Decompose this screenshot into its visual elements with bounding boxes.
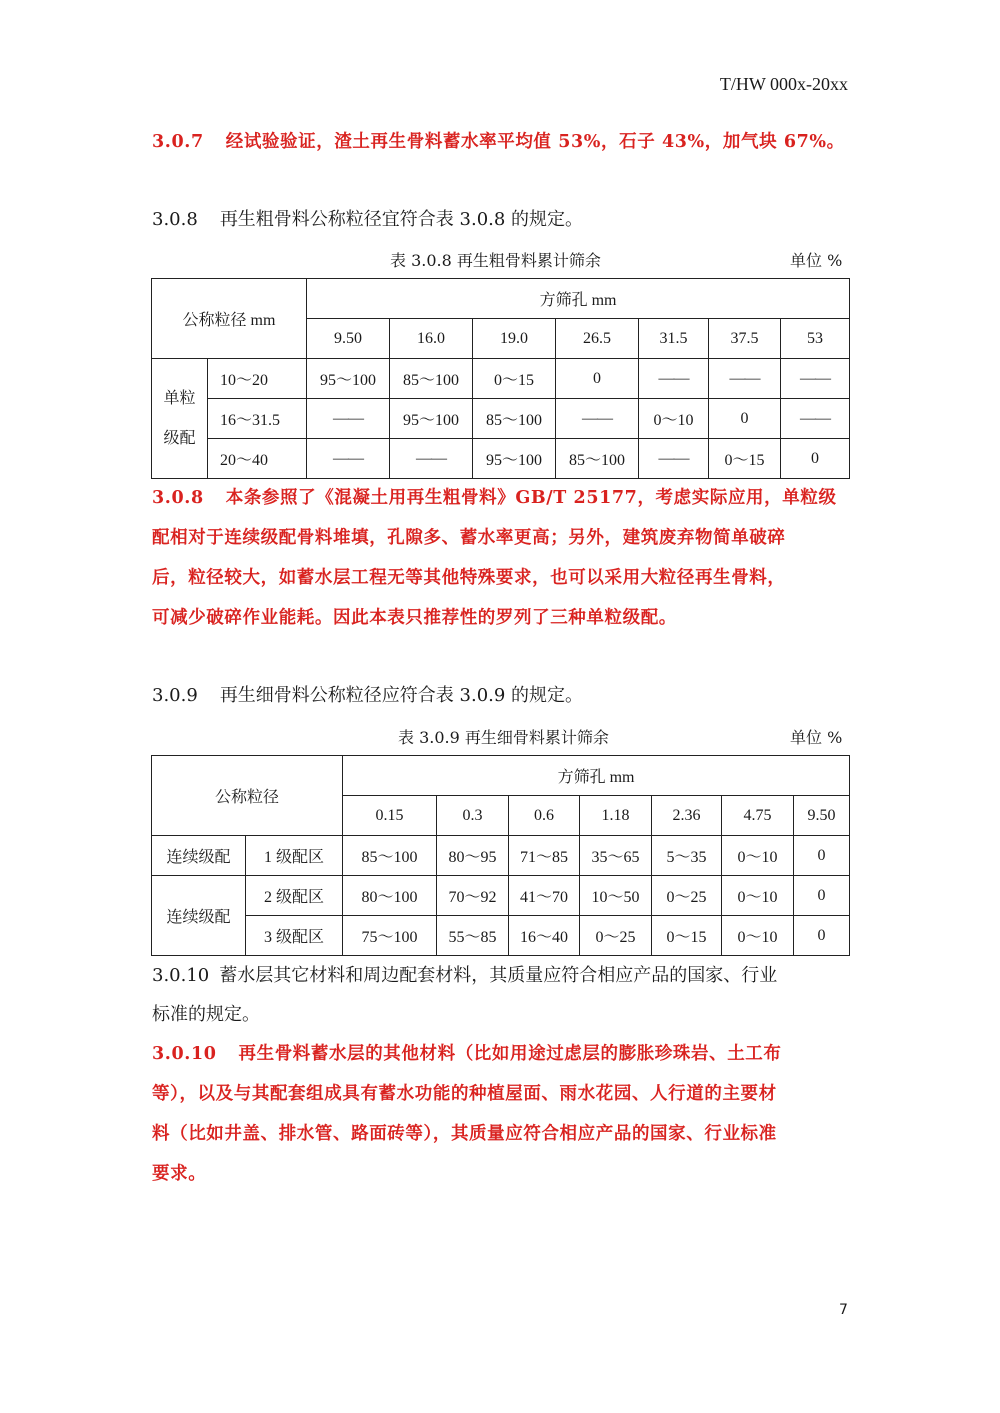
sieve-header: 方筛孔 mm [307, 279, 850, 319]
note-line [152, 1034, 852, 1074]
table-cell: 80～95 [437, 836, 509, 876]
table-row [152, 439, 850, 479]
table-cell: 55～85 [437, 916, 509, 956]
table-3-0-9 [151, 755, 850, 956]
note-3-0-10 [152, 1034, 852, 1194]
document-code: T/HW 000x-20xx [719, 74, 848, 94]
sieve-size: 2.36 [652, 796, 722, 836]
page-number: 7 [839, 1302, 848, 1318]
table-cell: 0～15 [652, 916, 722, 956]
sieve-size: 4.75 [722, 796, 794, 836]
table-3-0-8-unit: 单位 % [790, 251, 843, 270]
note-number: 3.0.8 [152, 488, 204, 508]
table-cell: 0～15 [473, 359, 556, 399]
clause-number: 3.0.8 [152, 209, 198, 230]
table-cell: —— [307, 439, 390, 479]
note-3-0-8 [152, 478, 852, 638]
table-cell: —— [781, 399, 850, 439]
sieve-size: 19.0 [473, 319, 556, 359]
table-cell: 0 [794, 836, 850, 876]
clause-3-0-10 [152, 956, 852, 1034]
group-label: 连续级配 [152, 836, 246, 876]
table-cell: 80～100 [343, 876, 437, 916]
table-cell: —— [639, 439, 709, 479]
table-cell: —— [781, 359, 850, 399]
row-size: 20～40 [208, 439, 307, 479]
clause-line: 标准的规定。 [152, 1004, 260, 1025]
row-size: 10～20 [208, 359, 307, 399]
table-cell: 85～100 [390, 359, 473, 399]
table-cell: —— [307, 399, 390, 439]
table-cell: 0 [781, 439, 850, 479]
note-line: 要求。 [152, 1164, 207, 1184]
sieve-size: 53 [781, 319, 850, 359]
table-3-0-8-caption: 表 3.0.8 再生粗骨料累计筛余 [390, 251, 601, 270]
group-label-line: 级配 [163, 429, 196, 447]
note-number: 3.0.10 [152, 1044, 217, 1064]
sieve-size: 37.5 [709, 319, 781, 359]
zone-label: 2 级配区 [246, 876, 343, 916]
table-row [152, 876, 850, 916]
table-cell: 0～15 [709, 439, 781, 479]
table-cell: 70～92 [437, 876, 509, 916]
note-line: 料（比如井盖、排水管、路面砖等），其质量应符合相应产品的国家、行业标准 [152, 1124, 777, 1144]
table-cell: 41～70 [509, 876, 580, 916]
table-cell: 0～25 [580, 916, 652, 956]
table-row [152, 399, 850, 439]
sieve-size: 0.15 [343, 796, 437, 836]
note-line: 可减少破碎作业能耗。因此本表只推荐性的罗列了三种单粒级配。 [152, 608, 677, 628]
clause-line [152, 956, 852, 995]
note-text: 再生骨料蓄水层的其他材料（比如用途过虑层的膨胀珍珠岩、土工布 [238, 1044, 782, 1064]
table-row [152, 359, 850, 399]
sieve-size: 0.6 [509, 796, 580, 836]
table-cell: 85～100 [556, 439, 639, 479]
table-corner-header: 公称粒径 [152, 756, 343, 836]
table-cell: 0～10 [722, 836, 794, 876]
table-cell: —— [639, 359, 709, 399]
table-cell: 0～25 [652, 876, 722, 916]
note-text: 本条参照了《混凝土用再生粗骨料》GB/T 25177，考虑实际应用，单粒级 [225, 488, 837, 508]
sieve-size: 31.5 [639, 319, 709, 359]
sieve-size: 26.5 [556, 319, 639, 359]
table-cell: 0～10 [639, 399, 709, 439]
table-cell: 95～100 [473, 439, 556, 479]
table-corner-header: 公称粒径 mm [152, 279, 307, 359]
note-text: 经试验验证，渣土再生骨料蓄水率平均值 53%，石子 43%，加气块 67%。 [225, 132, 845, 152]
table-cell: —— [390, 439, 473, 479]
table-cell: 95～100 [307, 359, 390, 399]
table-3-0-9-caption: 表 3.0.9 再生细骨料累计筛余 [398, 728, 609, 747]
group-label-line: 单粒 [163, 389, 196, 407]
table-cell: 0 [556, 359, 639, 399]
sieve-size: 1.18 [580, 796, 652, 836]
sieve-size: 16.0 [390, 319, 473, 359]
table-cell: 85～100 [473, 399, 556, 439]
table-cell: 0～10 [722, 916, 794, 956]
table-cell: 0 [794, 876, 850, 916]
group-label [152, 359, 208, 479]
table-row [152, 836, 850, 876]
note-line: 后，粒径较大，如蓄水层工程无等其他特殊要求，也可以采用大粒径再生骨料， [152, 568, 786, 588]
table-row [152, 916, 850, 956]
table-3-0-8 [151, 278, 850, 479]
note-line [152, 478, 852, 518]
clause-text: 再生粗骨料公称粒径宜符合表 3.0.8 的规定。 [219, 209, 584, 230]
table-cell: 85～100 [343, 836, 437, 876]
table-cell: —— [556, 399, 639, 439]
table-cell: 0～10 [722, 876, 794, 916]
row-size: 16～31.5 [208, 399, 307, 439]
clause-3-0-9 [152, 676, 583, 715]
note-3-0-7 [152, 122, 845, 162]
table-cell: 0 [709, 399, 781, 439]
note-number: 3.0.7 [152, 132, 204, 152]
sieve-size: 9.50 [307, 319, 390, 359]
table-cell: 35～65 [580, 836, 652, 876]
note-line: 等），以及与其配套组成具有蓄水功能的种植屋面、雨水花园、人行道的主要材 [152, 1084, 777, 1104]
group-label: 连续级配 [152, 876, 246, 956]
sieve-size: 0.3 [437, 796, 509, 836]
zone-label: 1 级配区 [246, 836, 343, 876]
table-3-0-9-unit: 单位 % [790, 728, 843, 747]
clause-number: 3.0.9 [152, 685, 198, 706]
clause-text: 蓄水层其它材料和周边配套材料，其质量应符合相应产品的国家、行业 [219, 965, 778, 986]
clause-3-0-8 [152, 200, 583, 239]
sieve-header: 方筛孔 mm [343, 756, 850, 796]
table-cell: 5～35 [652, 836, 722, 876]
table-cell: 16～40 [509, 916, 580, 956]
table-cell: 75～100 [343, 916, 437, 956]
clause-text: 再生细骨料公称粒径应符合表 3.0.9 的规定。 [219, 685, 584, 706]
table-cell: 0 [794, 916, 850, 956]
clause-number: 3.0.10 [152, 965, 210, 986]
table-cell: —— [709, 359, 781, 399]
table-cell: 95～100 [390, 399, 473, 439]
table-cell: 10～50 [580, 876, 652, 916]
table-cell: 71～85 [509, 836, 580, 876]
zone-label: 3 级配区 [246, 916, 343, 956]
note-line: 配相对于连续级配骨料堆填，孔隙多、蓄水率更高；另外，建筑废弃物简单破碎 [152, 528, 786, 548]
sieve-size: 9.50 [794, 796, 850, 836]
